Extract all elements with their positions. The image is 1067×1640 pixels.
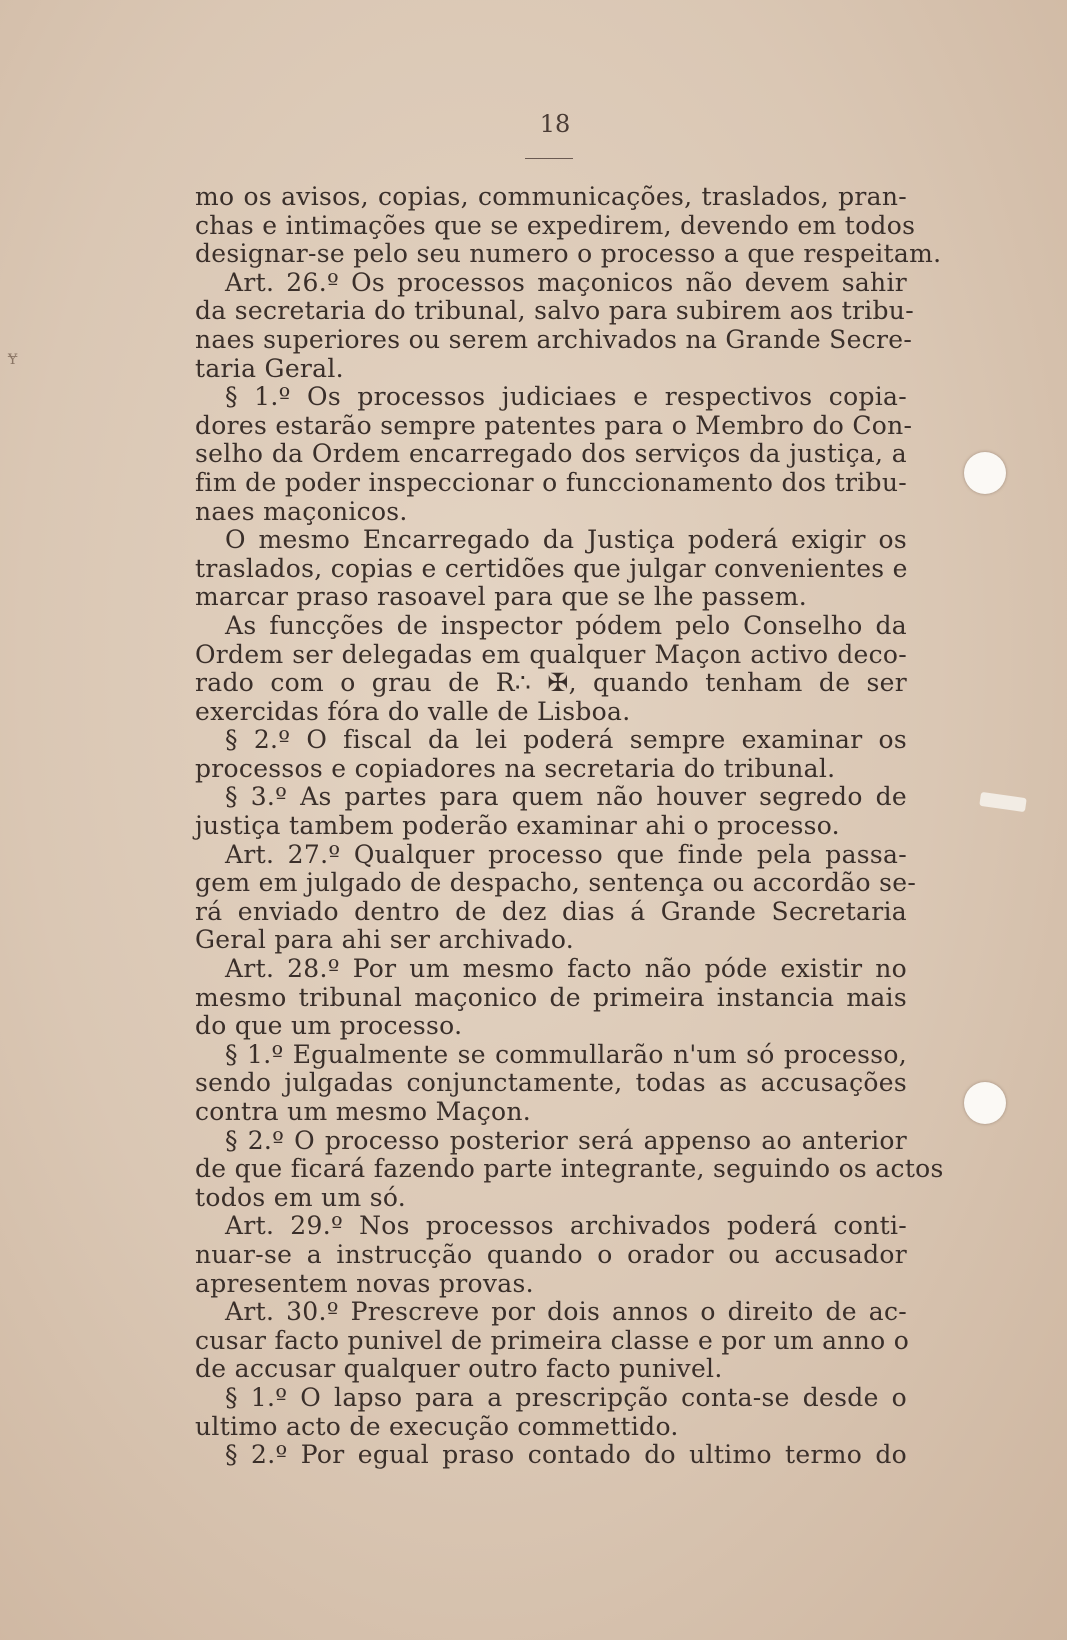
text-line: apresentem novas provas. [195, 1268, 534, 1298]
text-line: ultimo acto de execução commettido. [195, 1411, 679, 1441]
text-line: taria Geral. [195, 353, 344, 383]
text-line: nuar-se a instrucção quando o orador ou accusador [195, 1239, 907, 1269]
text-line: cusar facto punivel de primeira classe e por um anno o [195, 1325, 910, 1355]
paper-tear [979, 792, 1027, 812]
text-line: § 1.º Os processos judiciaes e respectivos copia- [225, 382, 907, 412]
text-line: As funcções de inspector pódem pelo Conselho da [225, 610, 907, 640]
text-line: fim de poder inspeccionar o funccionamento dos tribu- [195, 467, 907, 497]
text-line: chas e intimações que se expedirem, devendo em todos [195, 210, 916, 240]
text-line: § 2.º O processo posterior será appenso ao anterior [225, 1125, 907, 1155]
text-line: § 2.º O fiscal da lei poderá sempre examinar os [225, 725, 907, 755]
text-line: todos em um só. [195, 1182, 407, 1212]
text-line: marcar praso rasoavel para que se lhe passem. [195, 582, 808, 612]
text-line: justiça tambem poderão examinar ahi o processo. [195, 811, 840, 841]
text-line: § 1.º O lapso para a prescripção conta-se desde o [225, 1382, 907, 1412]
punch-hole [964, 1082, 1006, 1124]
text-line: Art. 29.º Nos processos archivados poderá conti- [225, 1211, 907, 1241]
text-line: Art. 28.º Por um mesmo facto não póde existir no [225, 954, 907, 984]
text-line: rá enviado dentro de dez dias á Grande Secretaria [195, 896, 907, 926]
text-line: § 2.º Por egual praso contado do ultimo termo do [225, 1440, 907, 1470]
text-line: § 1.º Egualmente se commullarão n'um só processo, [225, 1039, 907, 1069]
text-line: § 3.º As partes para quem não houver segredo de [225, 782, 907, 812]
text-line: de que ficará fazendo parte integrante, seguindo os actos [195, 1154, 944, 1184]
text-line: Geral para ahi ser archivado. [195, 925, 574, 955]
text-line: dores estarão sempre patentes para o Membro do Con- [195, 410, 913, 440]
text-line: sendo julgadas conjunctamente, todas as accusações [195, 1068, 907, 1098]
text-line: gem em julgado de despacho, sentença ou accordão se- [195, 868, 917, 898]
text-line: rado com o grau de R∴ ✠, quando tenham de ser [195, 668, 907, 698]
margin-mark: Ɏ [8, 352, 18, 368]
text-line: da secretaria do tribunal, salvo para subirem aos tribu- [195, 296, 914, 326]
text-line: exercidas fóra do valle de Lisboa. [195, 696, 631, 726]
text-line: processos e copiadores na secretaria do tribunal. [195, 753, 836, 783]
text-line: traslados, copias e certidões que julgar convenientes e [195, 553, 908, 583]
text-line: de accusar qualquer outro facto punivel. [195, 1354, 723, 1384]
text-line: Ordem ser delegadas em qualquer Maçon activo deco- [195, 639, 907, 669]
page-number-rule [525, 158, 573, 159]
text-line: naes superiores ou serem archivados na Grande Secre- [195, 324, 913, 354]
text-line: Art. 26.º Os processos maçonicos não devem sahir [225, 267, 907, 297]
text-line: naes maçonicos. [195, 496, 408, 526]
text-line: selho da Ordem encarregado dos serviços da justiça, a [195, 439, 907, 469]
text-line: mesmo tribunal maçonico de primeira instancia mais [195, 982, 907, 1012]
text-line: Art. 27.º Qualquer processo que finde pela passa- [225, 839, 907, 869]
text-line: do que um processo. [195, 1011, 463, 1041]
text-line: Art. 30.º Prescreve por dois annos o direito de ac- [225, 1297, 907, 1327]
text-line: designar-se pelo seu numero o processo a que respeitam. [195, 239, 942, 269]
page-number: 18 [539, 110, 571, 138]
body-text [195, 182, 944, 1470]
text-line: contra um mesmo Maçon. [195, 1097, 531, 1126]
text-line: mo os avisos, copias, communicações, traslados, pran- [195, 182, 907, 211]
punch-hole [964, 452, 1006, 494]
text-line: O mesmo Encarregado da Justiça poderá exigir os [225, 525, 907, 555]
